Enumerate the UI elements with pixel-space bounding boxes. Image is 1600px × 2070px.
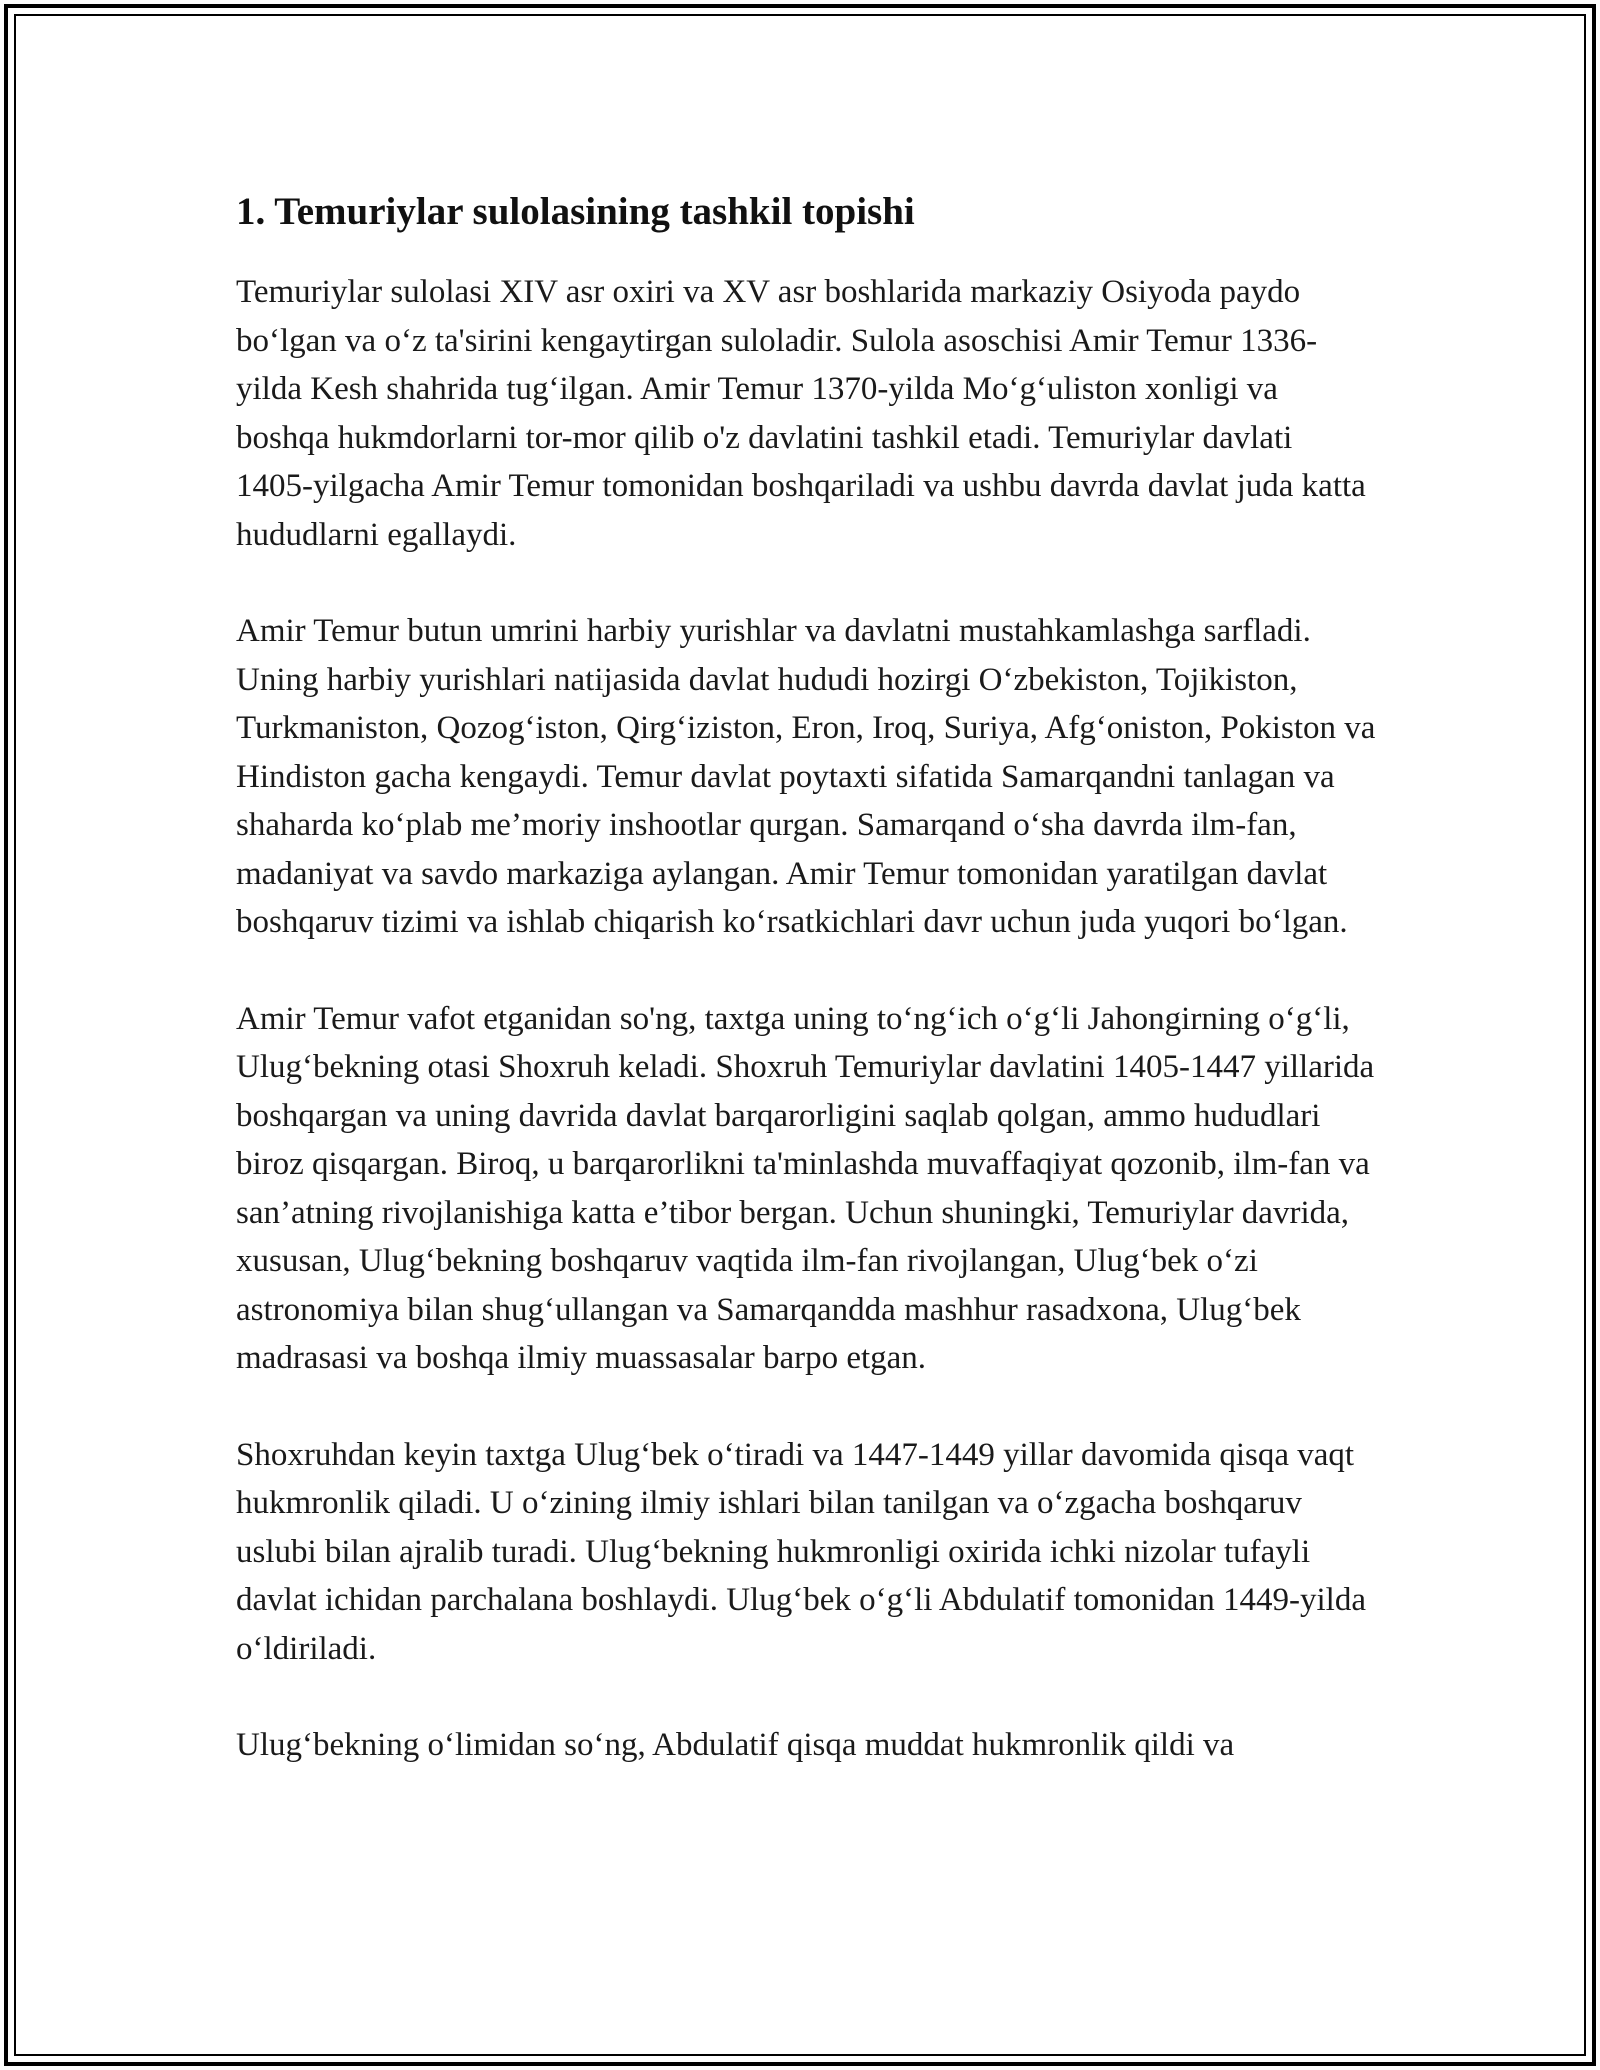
document-page: [236, 186, 1376, 1818]
paragraph-1: Temuriylar sulolasi XIV asr oxiri va XV asr boshlarida markaziy Osiyoda paydo boʻlgan va oʻz ta'sirini kengaytirgan suloladir. Sulola asoschisi Amir Temur 1336-yilda Kesh shahrida tugʻilgan. Amir Temur 1370-yilda Moʻgʻuliston xonligi va boshqa hukmdorlarni tor-mor qilib o'z davlatini tashkil etadi. Temuriylar davlati 1405-yilgacha Amir Temur tomonidan boshqariladi va ushbu davrda davlat juda katta hududlarni egallaydi.: [236, 274, 1366, 553]
paragraph-3: Amir Temur vafot etganidan so'ng, taxtga uning toʻngʻich oʻgʻli Jahongirning oʻgʻli, Ulugʻbekning otasi Shoxruh keladi. Shoxruh Temuriylar davlatini 1405-1447 yillarida boshqargan va uning davrida davlat barqarorligini saqlab qolgan, ammo hududlari biroz qisqargan. Biroq, u barqarorlikni ta'minlashda muvaffaqiyat qozonib, ilm-fan va san’atning rivojlanishiga katta e’tibor bergan. Uchun shuningki, Temuriylar davrida, xususan, Ulugʻbekning boshqaruv vaqtida ilm-fan rivojlangan, Ulugʻbek oʻzi astronomiya bilan shugʻullangan va Samarqandda mashhur rasadxona, Ulugʻbek madrasasi va boshqa ilmiy muassasalar barpo etgan.: [236, 1000, 1375, 1376]
paragraph-5: Ulugʻbekning oʻlimidan soʻng, Abdulatif qisqa muddat hukmronlik qildi va: [236, 1727, 1235, 1763]
paragraph-4: Shoxruhdan keyin taxtga Ulugʻbek oʻtiradi va 1447-1449 yillar davomida qisqa vaqt hukmronlik qiladi. U oʻzining ilmiy ishlari bilan tanilgan va oʻzgacha boshqaruv uslubi bilan ajralib turadi. Ulugʻbekning hukmronligi oxirida ichki nizolar tufayli davlat ichidan parchalana boshlaydi. Ulugʻbek oʻgʻli Abdulatif tomonidan 1449-yilda oʻldiriladi.: [236, 1436, 1366, 1667]
paragraph-2: Amir Temur butun umrini harbiy yurishlar va davlatni mustahkamlashga sarfladi. Uning harbiy yurishlari natijasida davlat hududi hozirgi Oʻzbekiston, Tojikiston, Turkmaniston, Qozogʻiston, Qirgʻiziston, Eron, Iroq, Suriya, Afgʻoniston, Pokiston va Hindiston gacha kengaydi. Temur davlat poytaxti sifatida Samarqandni tanlagan va shaharda koʻplab me’moriy inshootlar qurgan. Samarqand oʻsha davrda ilm-fan, madaniyat va savdo markaziga aylangan. Amir Temur tomonidan yaratilgan davlat boshqaruv tizimi va ishlab chiqarish koʻrsatkichlari davr uchun juda yuqori boʻlgan.: [236, 613, 1376, 940]
section-heading: 1. Temuriylar sulolasining tashkil topishi: [236, 190, 915, 233]
